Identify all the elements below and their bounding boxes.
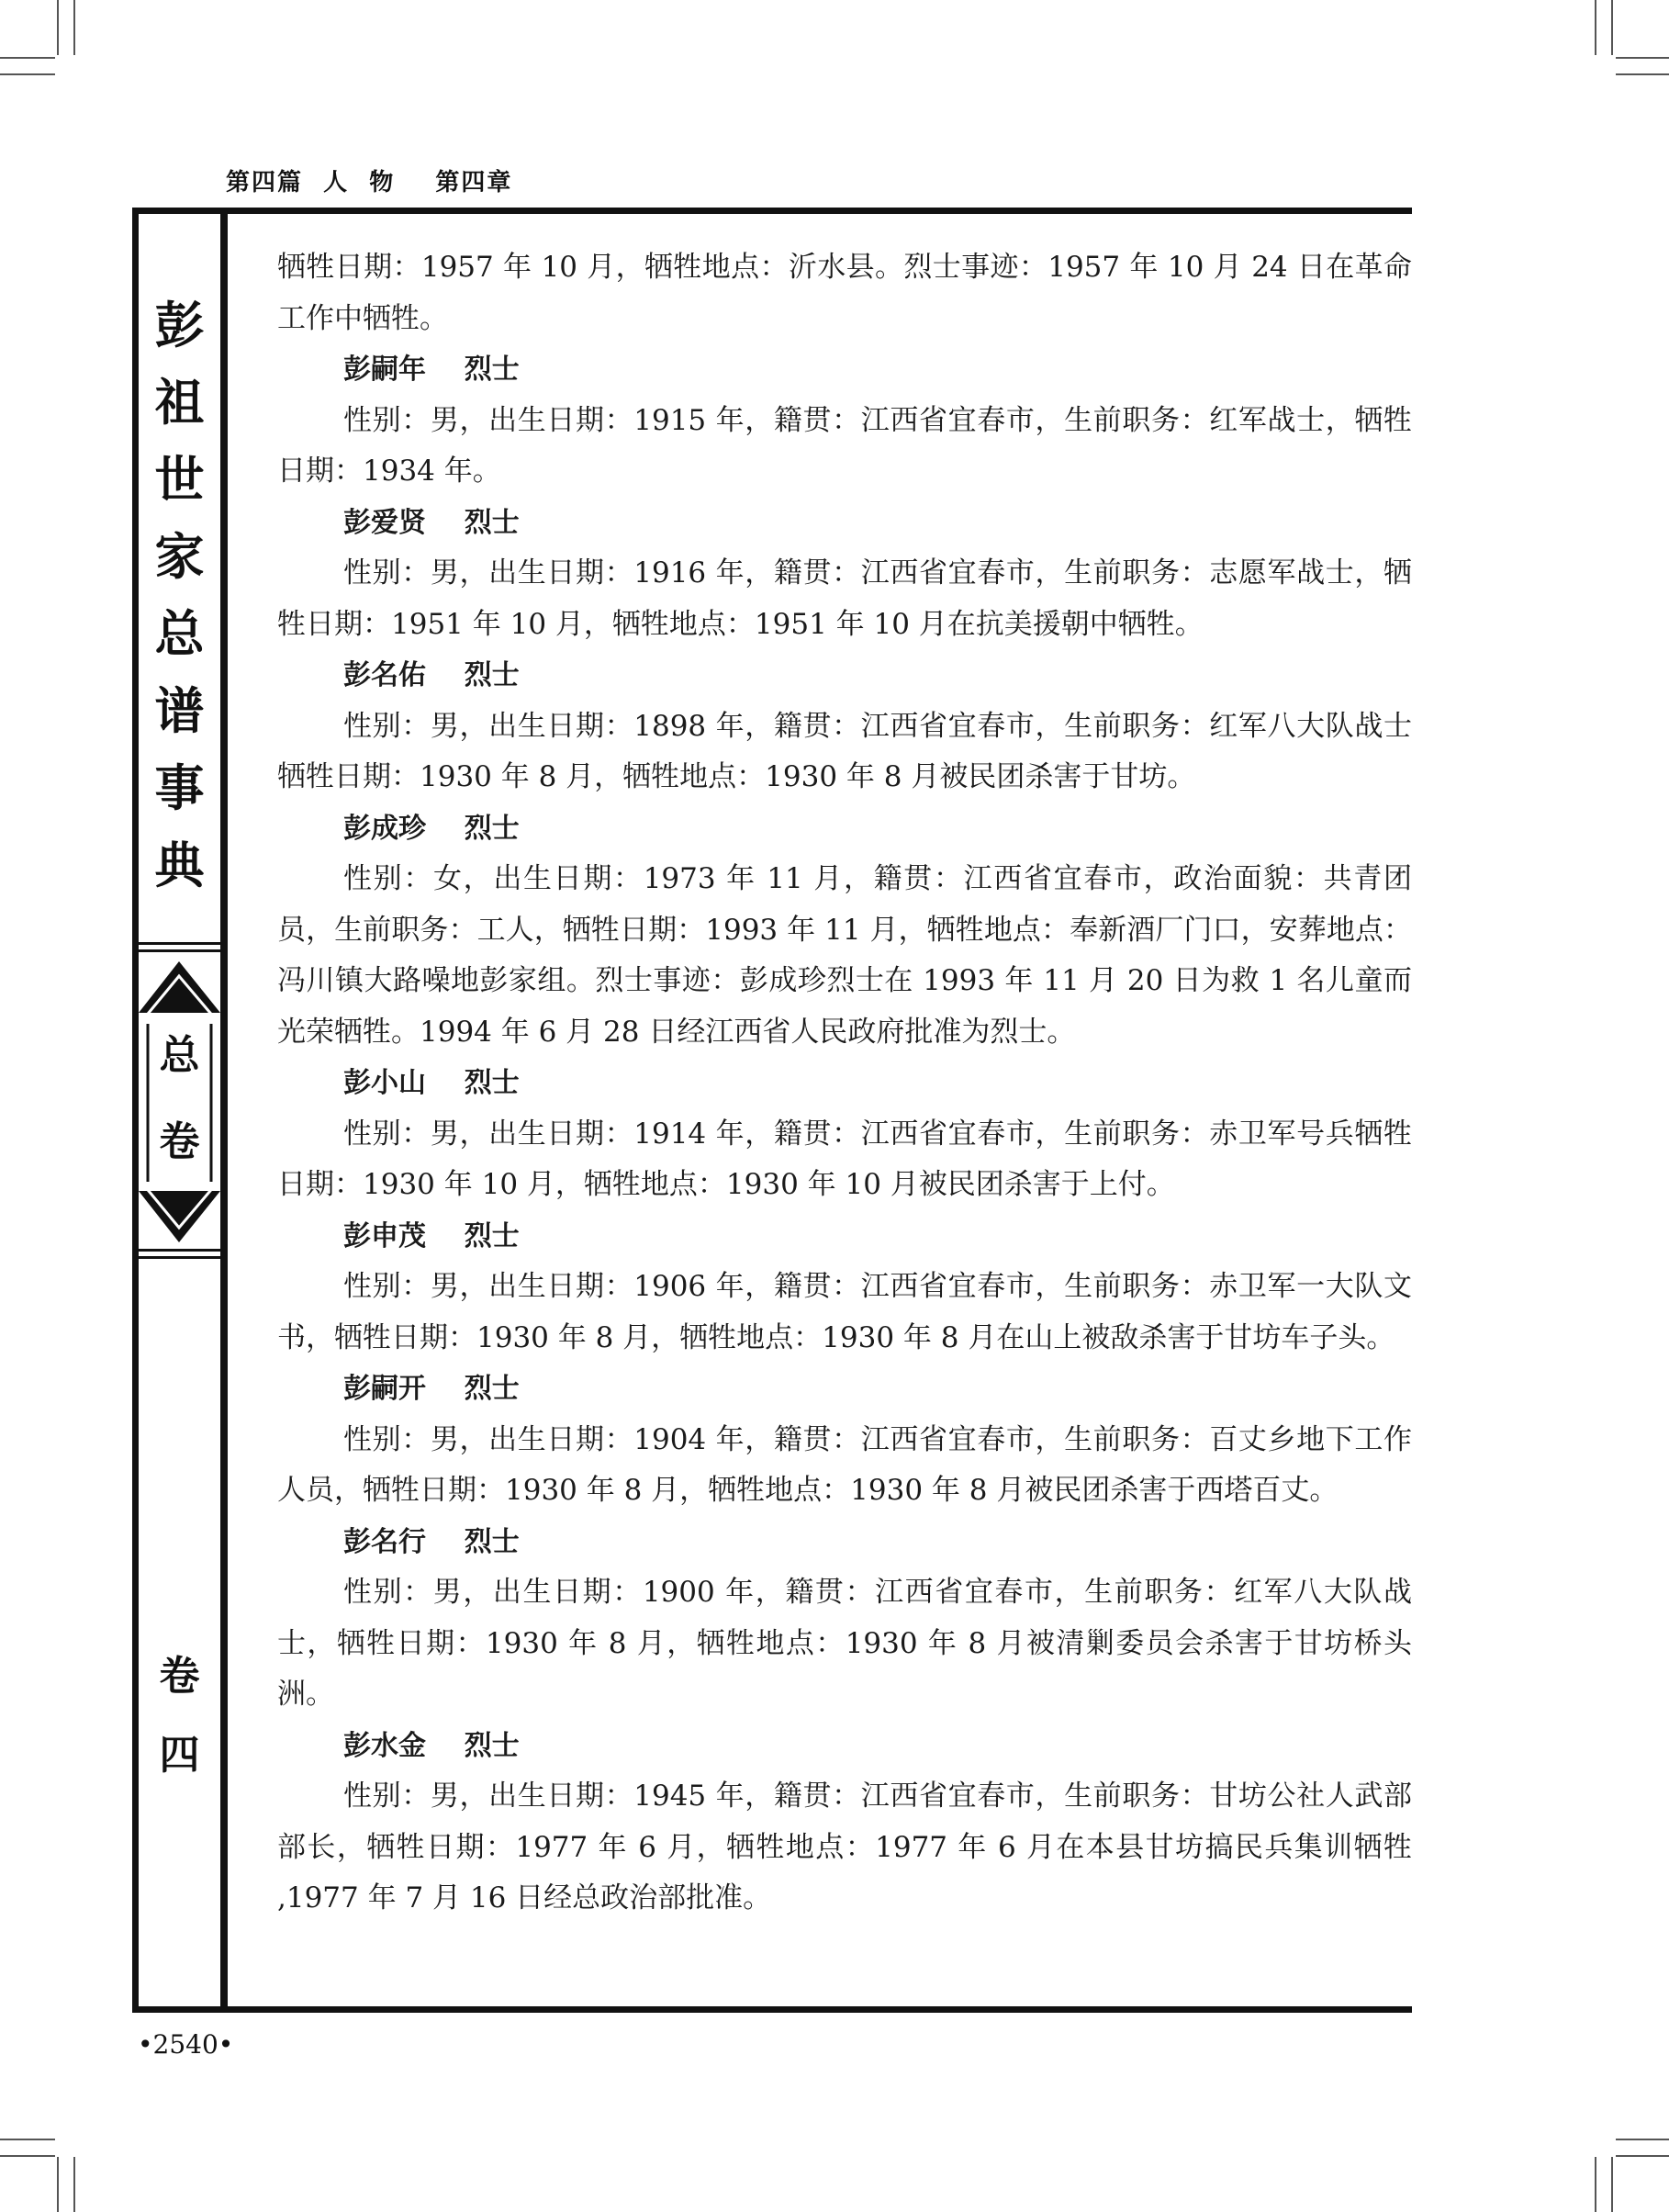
juan-char: 四 [159, 1732, 200, 1779]
frame-bottom-rule [132, 2006, 1412, 2013]
entry-heading: 彭名佑 烈士 [343, 659, 520, 691]
crop-mark [0, 2155, 55, 2157]
crop-mark [1616, 2155, 1669, 2157]
spine-divider [139, 942, 220, 945]
entry-heading: 彭嗣开 烈士 [343, 1373, 520, 1405]
spine-divider [139, 1256, 220, 1259]
crop-mark [1611, 0, 1613, 55]
volume-char: 卷 [159, 1118, 200, 1165]
entry-paragraph: 性别：男，出生日期：1914 年，籍贯：江西省宜春市，生前职务：赤卫军号兵牺牲日期：1930 年 10 月，牺牲地点：1930 年 10 月被民团杀害于上付。 [277, 1117, 1412, 1201]
running-head: 第四篇 人 物 第四章 [226, 169, 513, 196]
frame-top-rule [132, 208, 1412, 214]
crop-mark [1611, 2157, 1613, 2212]
crop-mark [1595, 2157, 1596, 2212]
spine-title-char: 祖 [154, 374, 205, 432]
spine-divider [139, 1249, 220, 1252]
entry-paragraph: 性别：男，出生日期：1916 年，籍贯：江西省宜春市，生前职务：志愿军战士，牺牲日期：1951 年 10 月，牺牲地点：1951 年 10 月在抗美援朝中牺牲。 [277, 556, 1412, 641]
entry-paragraph: 性别：男，出生日期：1900 年，籍贯：江西省宜春市，生前职务：红军八大队战士，牺牲日期：1930 年 8 月，牺牲地点：1930 年 8 月被清剿委员会杀害于甘坊桥头洲。 [277, 1576, 1412, 1711]
spine-title-char: 典 [154, 837, 205, 894]
entry-paragraph: 性别：男，出生日期：1945 年，籍贯：江西省宜春市，生前职务：甘坊公社人武部部长，牺牲日期：1977 年 6 月，牺牲地点：1977 年 6 月在本县甘坊搞民兵集训牺牲 ,1977 年 7 月 16 日经总政治部批准。 [277, 1780, 1412, 1914]
entry-heading: 彭水金 烈士 [343, 1729, 520, 1762]
crop-mark [1616, 73, 1669, 75]
spine-title-char: 世 [154, 451, 205, 509]
entry-paragraph: 性别：男，出生日期：1898 年，籍贯：江西省宜春市，生前职务：红军八大队战士 牺牲日期：1930 年 8 月，牺牲地点：1930 年 8 月被民团杀害于甘坊。 [277, 709, 1412, 793]
spine-title-char: 家 [154, 528, 205, 586]
crop-mark [0, 2139, 55, 2140]
spine-book-title [139, 287, 220, 904]
entry-paragraph: 性别：女，出生日期：1973 年 11 月，籍贯：江西省宜春市，政治面貌：共青团员，生前职务：工人，牺牲日期：1993 年 11 月，牺牲地点：奉新酒厂门口，安葬地点：冯川镇大路噪地彭家组。烈士事迹：彭成珍烈士在 1993 年 11 月 20 日为救 1 名儿童而光荣牺牲。1994 年 6 月 28 日经江西省人民政府批准为烈士。 [277, 862, 1412, 1049]
entry-paragraph: 性别：男，出生日期：1915 年，籍贯：江西省宜春市，生前职务：红军战士，牺牲日期：1934 年。 [277, 403, 1412, 488]
crop-mark [0, 73, 55, 75]
spine-juan-label [139, 1637, 220, 1795]
spine-title-char: 总 [154, 605, 205, 663]
entry-heading: 彭嗣年 烈士 [343, 354, 520, 386]
crop-mark [0, 57, 55, 59]
crop-mark [57, 0, 59, 55]
entry-heading: 彭爱贤 烈士 [343, 506, 520, 539]
crop-mark [73, 0, 75, 55]
page-number: •2540• [138, 2029, 234, 2060]
juan-char: 卷 [159, 1653, 200, 1700]
spine-divider [139, 949, 220, 952]
entry-paragraph: 性别：男，出生日期：1904 年，籍贯：江西省宜春市，生前职务：百丈乡地下工作人员，牺牲日期：1930 年 8 月，牺牲地点：1930 年 8 月被民团杀害于西塔百丈。 [277, 1422, 1412, 1507]
entry-paragraph: 性别：男，出生日期：1906 年，籍贯：江西省宜春市，生前职务：赤卫军一大队文书，牺牲日期：1930 年 8 月，牺牲地点：1930 年 8 月在山上被敌杀害于甘坊车子头。 [277, 1270, 1412, 1354]
volume-badge [139, 958, 220, 1246]
entry-heading: 彭申茂 烈士 [343, 1219, 520, 1252]
main-text [277, 242, 1412, 1925]
entry-heading: 彭名行 烈士 [343, 1525, 520, 1558]
volume-badge-frame [139, 958, 220, 1246]
crop-mark [1616, 2139, 1669, 2140]
crop-mark [57, 2157, 59, 2212]
entry-heading: 彭小山 烈士 [343, 1067, 520, 1099]
crop-mark [1616, 57, 1669, 59]
entry-paragraph: 牺牲日期：1957 年 10 月，牺牲地点：沂水县。烈士事迹：1957 年 10 月 24 日在革命工作中牺牲。 [277, 251, 1412, 335]
frame-left-inner-rule [220, 208, 228, 2013]
entry-heading: 彭成珍 烈士 [343, 812, 520, 845]
spine-title-char: 谱 [154, 682, 205, 740]
crop-mark [1595, 0, 1596, 55]
spine-title-char: 事 [154, 759, 205, 817]
spine-column [139, 214, 220, 2006]
frame-left-outer-rule [132, 208, 139, 2013]
spine-title-char: 彭 [154, 297, 205, 354]
volume-char: 总 [159, 1032, 200, 1079]
crop-mark [73, 2157, 75, 2212]
